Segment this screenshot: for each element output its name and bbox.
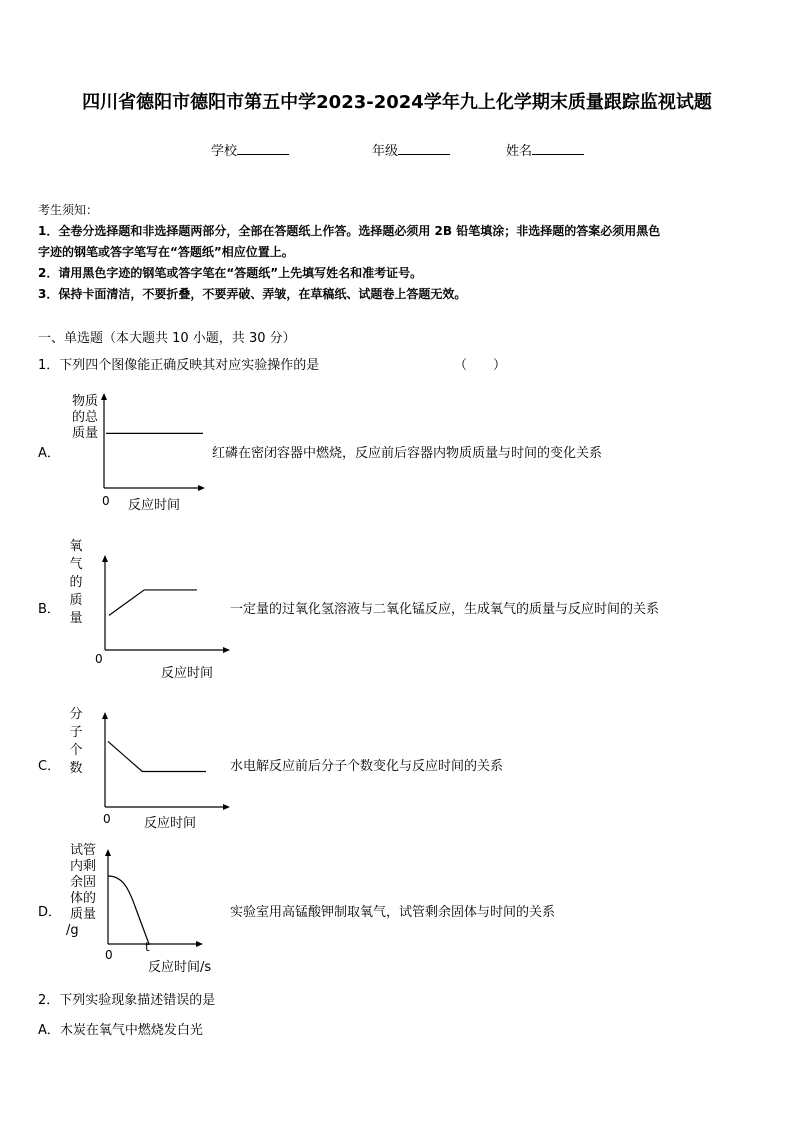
grade-field — [372, 140, 450, 159]
option-d-x-arrow — [196, 941, 203, 947]
option-c-curve — [108, 741, 206, 771]
option-a-x-arrow — [198, 485, 205, 491]
option-c-graph — [96, 712, 230, 812]
option-d-ylabel: 试管 内剩 余固 体的 质量 /g — [66, 843, 96, 938]
option-b-ylabel: 氧 气 的 质 量 — [69, 539, 83, 626]
name-label: 姓名 — [506, 144, 533, 159]
school-field — [211, 140, 289, 159]
option-b-x-arrow — [223, 647, 230, 653]
option-b-curve — [109, 590, 197, 615]
option-a-ylabel: 物质 的总 质量 — [71, 394, 98, 441]
option-c-letter: C． — [38, 759, 61, 774]
notice-heading: 考生须知： — [38, 203, 99, 217]
notice-item-3: 3．保持卡面清洁，不要折叠，不要弄破、弄皱，在草稿纸、试题卷上答题无效。 — [38, 287, 467, 301]
option-a-origin: 0 — [102, 494, 110, 508]
question-2-stem: 2．下列实验现象描述错误的是 — [38, 993, 216, 1008]
option-a-graph — [95, 393, 205, 493]
option-d-y-arrow — [105, 849, 111, 856]
school-label: 学校 — [211, 144, 238, 159]
notice-item-2: 2．请用黑色字迹的钢笔或答字笔在“答题纸”上先填写姓名和准考证号。 — [38, 266, 423, 280]
option-d-letter: D． — [38, 905, 62, 920]
option-c-ylabel: 分 子 个 数 — [69, 707, 83, 776]
option-b-y-arrow — [102, 555, 108, 562]
option-d-desc: 实验室用高锰酸钾制取氧气，试管剩余固体与时间的关系 — [230, 905, 556, 920]
option-c-xlabel: 反应时间 — [144, 816, 197, 831]
option-c-origin: 0 — [103, 812, 111, 826]
option-d-origin: 0 — [105, 948, 113, 962]
option-a-y-arrow — [101, 393, 107, 400]
option-a-letter: A． — [38, 446, 60, 461]
grade-label: 年级 — [372, 144, 399, 159]
answer-paren: （ ） — [454, 358, 507, 373]
notice-item-1-line-1: 1．全卷分选择题和非选择题两部分，全部在答题纸上作答。选择题必须用 2B 铅笔填涂；非选择题的答案必须用黑色 — [38, 224, 661, 238]
option-d-curve — [108, 876, 149, 944]
option-b-letter: B． — [38, 602, 60, 617]
option-d-tick: t — [145, 940, 150, 954]
option-d-xlabel: 反应时间/s — [148, 960, 212, 975]
section-heading: 一、单选题（本大题共 10 小题，共 30 分） — [38, 331, 296, 346]
option-d-graph — [99, 849, 203, 949]
name-blank — [532, 142, 584, 155]
option-b-desc: 一定量的过氧化氢溶液与二氧化锰反应，生成氧气的质量与反应时间的关系 — [230, 602, 660, 617]
question-1-stem: 1．下列四个图像能正确反映其对应实验操作的是 — [38, 358, 320, 373]
name-field — [506, 140, 584, 159]
page-title: 四川省德阳市德阳市第五中学2023-2024学年九上化学期末质量跟踪监视试题 — [82, 92, 712, 113]
option-a-xlabel: 反应时间 — [128, 498, 181, 513]
question-2-option-a: A．木炭在氧气中燃烧发白光 — [38, 1023, 203, 1038]
option-a-desc: 红磷在密闭容器中燃烧，反应前后容器内物质质量与时间的变化关系 — [212, 446, 603, 461]
option-b-origin: 0 — [95, 652, 103, 666]
notice-item-1-line-2: 字迹的钢笔或答字笔写在“答题纸”相应位置上。 — [38, 245, 294, 259]
option-b-xlabel: 反应时间 — [161, 666, 214, 681]
option-c-x-arrow — [223, 804, 230, 810]
option-b-graph — [96, 555, 230, 655]
option-c-desc: 水电解反应前后分子个数变化与反应时间的关系 — [230, 759, 504, 774]
option-c-y-arrow — [102, 712, 108, 719]
grade-blank — [398, 142, 450, 155]
school-blank — [237, 142, 289, 155]
